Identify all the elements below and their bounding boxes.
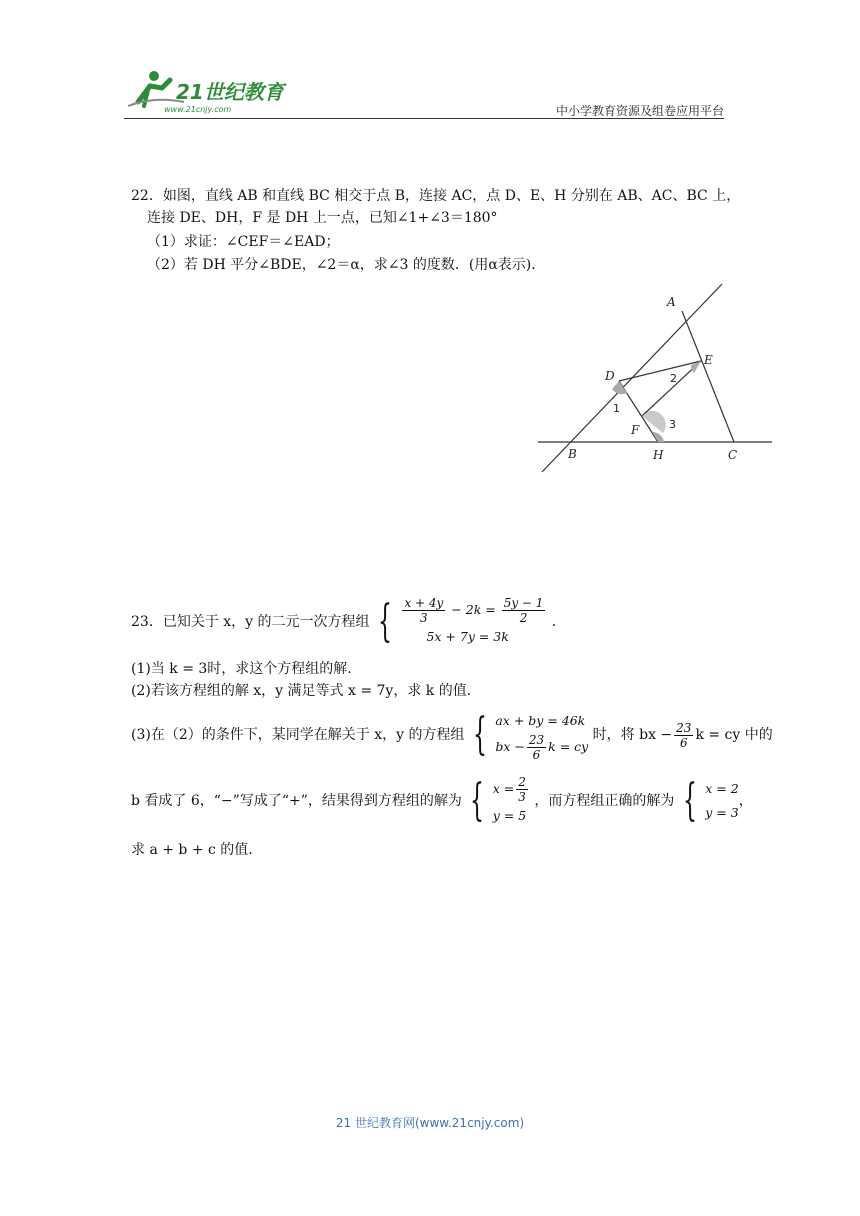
q23-part1: (1)当 k = 3时，求这个方程组的解．	[131, 661, 362, 677]
q23-intro-row: 23．已知关于 x，y 的二元一次方程组 { $\frac{x + 4y}{3}$ − 2k = $\frac{5y - 1}{2}$ 5x + 7y = 3k ．	[131, 595, 566, 647]
q23-system-brace: {	[377, 596, 392, 647]
label-E: E	[704, 353, 713, 367]
label-H: H	[653, 448, 664, 462]
site-logo	[124, 66, 294, 116]
q23-part5: 求 a + b + c 的值．	[131, 842, 263, 858]
page-footer[interactable]: 21 世纪教育网(www.21cnjy.com)	[335, 1116, 525, 1130]
q23-part2: (2)若该方程组的解 x，y 满足等式 x = 7y，求 k 的值．	[131, 683, 481, 699]
q22-part2: （2）若 DH 平分∠BDE，∠2＝α，求∠3 的度数．(用α表示)．	[147, 257, 546, 273]
q23-intro: 23．已知关于 x，y 的二元一次方程组	[131, 614, 370, 630]
q22-line1: 22．如图，直线 AB 和直线 BC 相交于点 B，连接 AC，点 D、E、H 分别在 AB、AC、BC 上，	[131, 188, 741, 204]
logo-url: www.21cnjy.com	[164, 105, 232, 114]
angle-1-label: 1	[613, 402, 620, 415]
label-F: F	[631, 423, 640, 437]
logo-text: 21世纪教育	[176, 80, 284, 104]
header-platform-text: 中小学教育资源及组卷应用平台	[555, 104, 724, 118]
label-C: C	[728, 448, 738, 462]
q23-part3-row: (3)在（2）的条件下，某同学在解关于 x，y 的方程组 { ax + by = 46k bx − $\frac{23}{6}$ k = cy 时，将 bx − $\frac{23}{6}$ k = cy 中的	[131, 709, 773, 762]
q23-part4-row: b 看成了 6，“−”写成了“+”，结果得到方程组的解为 { x = $\frac{2}{3}$ y = 5 ，而方程组正确的解为 { x = 2 y = 3 ，	[131, 774, 753, 826]
label-D: D	[605, 369, 615, 383]
q22-line2: 连接 DE、DH，F 是 DH 上一点，已知∠1+∠3＝180°	[147, 210, 498, 226]
header-rule	[124, 118, 724, 119]
q23-system: $\frac{x + 4y}{3}$ − 2k = $\frac{5y - 1}{2}$ 5x + 7y = 3k	[404, 595, 544, 644]
label-A: A	[667, 295, 676, 309]
page-header	[124, 66, 724, 120]
label-B: B	[568, 447, 577, 461]
angle-2-label: 2	[670, 372, 677, 385]
q22-geometry-figure	[536, 282, 776, 478]
q22-part1: （1）求证：∠CEF＝∠EAD；	[147, 234, 340, 250]
angle-3-label: 3	[669, 418, 676, 431]
